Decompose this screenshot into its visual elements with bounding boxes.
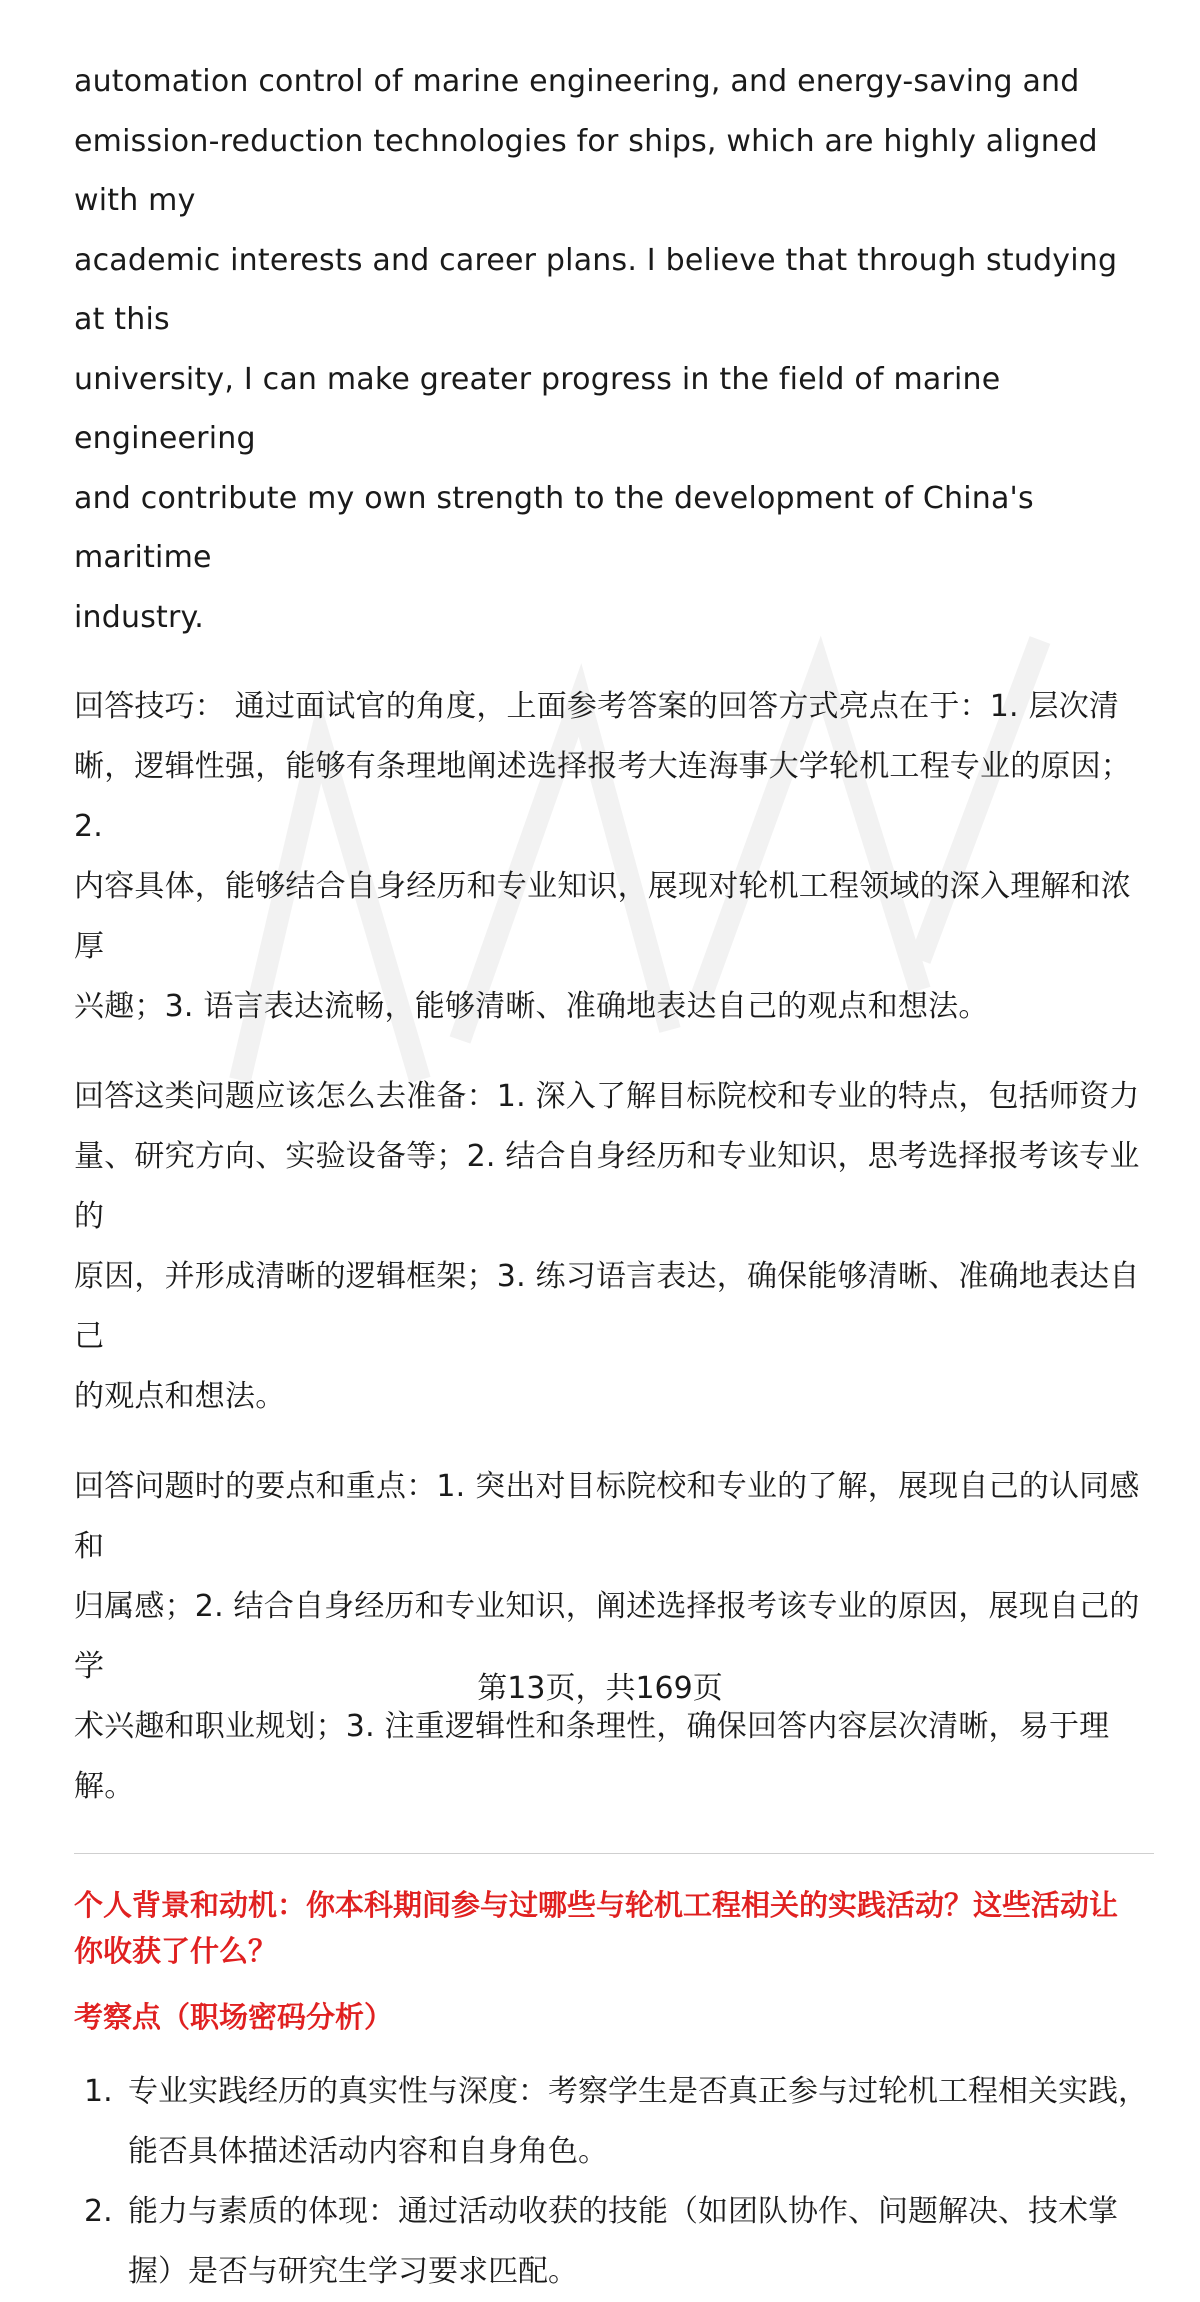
text-line: 原因，并形成清晰的逻辑框架；3. 练习语言表达，确保能够清晰、准确地表达自己 [74,1259,1140,1354]
text-line: 术兴趣和职业规划；3. 注重逻辑性和条理性，确保回答内容层次清晰，易于理解。 [74,1709,1110,1804]
document-page [74,52,1154,2302]
text-line: 能力与素质的体现：通过活动收获的技能（如团队协作、问题解决、技术掌 [128,2194,1118,2229]
text-line: 量、研究方向、实验设备等；2. 结合自身经历和专业知识，思考选择报考该专业的 [74,1139,1140,1234]
list-item [74,2062,1154,2182]
page-number: 第13页，共169页 [477,1671,723,1706]
section-divider [74,1853,1154,1854]
text-line: university, I can make greater progress in the field of marine engineering [74,361,1001,456]
analysis-list [74,2062,1154,2302]
text-line: 专业实践经历的真实性与深度：考察学生是否真正参与过轮机工程相关实践， [128,2074,1148,2109]
tips-paragraph [74,677,1154,1037]
text-line: 晰，逻辑性强，能够有条理地阐述选择报考大连海事大学轮机工程专业的原因；2. [74,749,1131,844]
text-line: 回答问题时的要点和重点：1. 突出对目标院校和专业的了解，展现自己的认同感和 [74,1469,1140,1564]
text-line: 归属感；2. 结合自身经历和专业知识，阐述选择报考该专业的原因，展现自己的学 [74,1589,1140,1684]
text-line: emission-reduction technologies for ships, which are highly aligned with my [74,123,1098,218]
list-number: 2. [84,2194,113,2229]
heading-line: 个人背景和动机：你本科期间参与过哪些与轮机工程相关的实践活动？这些活动让 [74,1888,1119,1922]
analysis-subheading: 考察点（职场密码分析） [74,2000,394,2034]
heading-line: 你收获了什么？ [74,1934,278,1968]
text-line: academic interests and career plans. I believe that through studying at this [74,242,1118,337]
text-line: 回答这类问题应该怎么去准备：1. 深入了解目标院校和专业的特点，包括师资力 [74,1079,1140,1114]
text-line: 回答技巧： 通过面试官的角度，上面参考答案的回答方式亮点在于：1. 层次清 [74,689,1120,724]
text-line: 能否具体描述活动内容和自身角色。 [128,2134,608,2169]
text-line: automation control of marine engineering, and energy-saving and [74,64,1080,99]
answer-paragraph [74,52,1154,647]
list-number: 1. [84,2074,113,2109]
text-line: 兴趣；3. 语言表达流畅，能够清晰、准确地表达自己的观点和想法。 [74,989,989,1024]
key-points-paragraph [74,1457,1154,1817]
text-line: 的观点和想法。 [74,1379,286,1414]
text-line: and contribute my own strength to the development of China's maritime [74,480,1034,575]
text-line: 握）是否与研究生学习要求匹配。 [128,2254,578,2289]
preparation-paragraph [74,1067,1154,1427]
text-line: 内容具体，能够结合自身经历和专业知识，展现对轮机工程领域的深入理解和浓厚 [74,869,1131,964]
list-item [74,2182,1154,2302]
question-heading [74,1882,1154,1974]
text-line: industry. [74,599,204,635]
